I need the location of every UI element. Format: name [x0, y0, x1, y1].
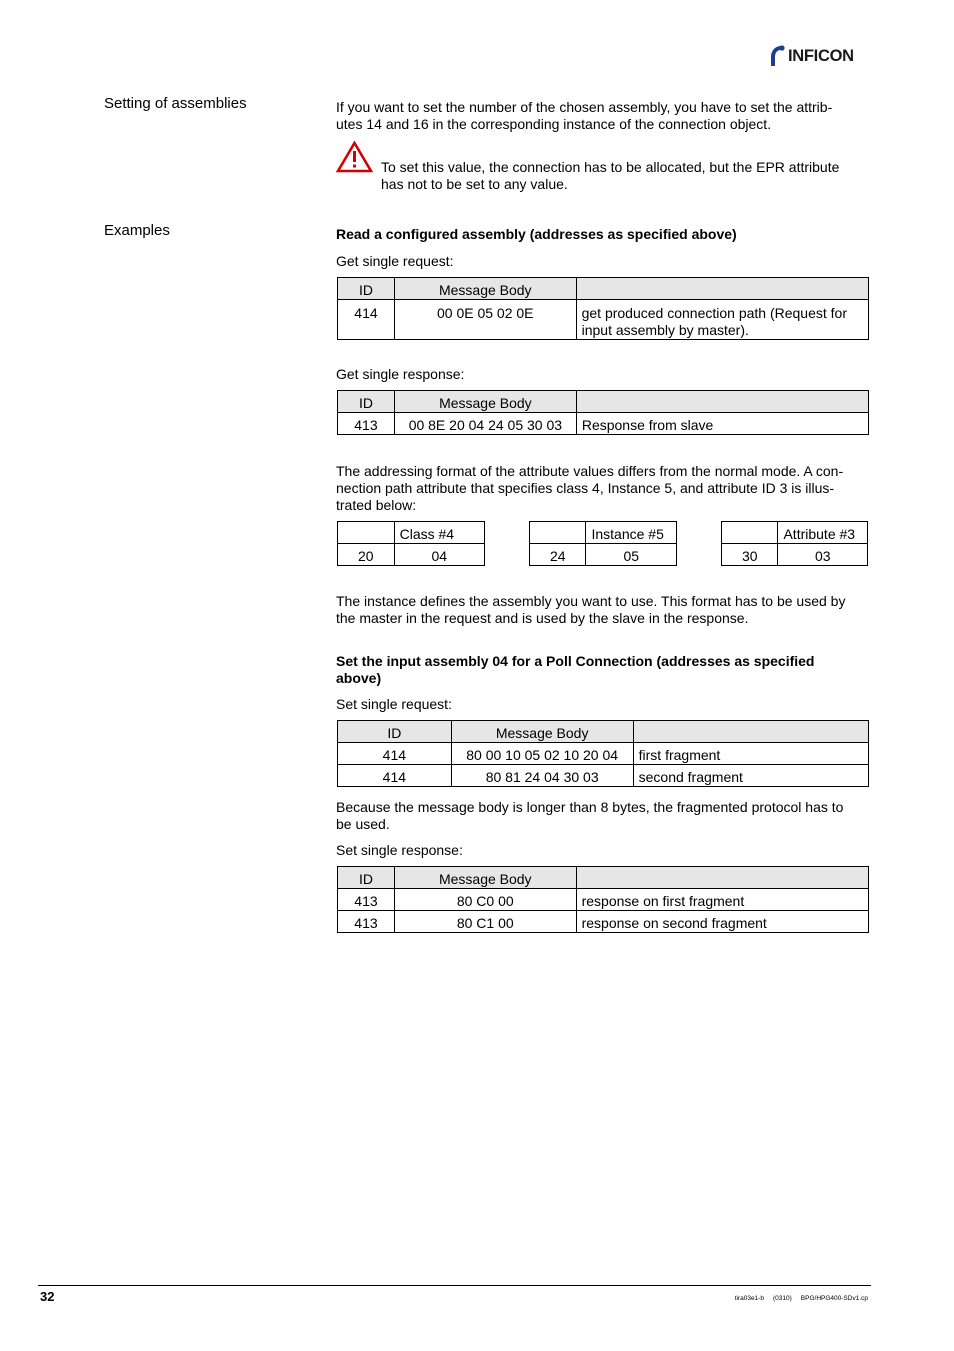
- warning-text: [381, 159, 871, 193]
- cell-body: 80 00 10 05 02 10 20 04: [451, 743, 633, 765]
- cell-body: 00 0E 05 02 0E: [394, 300, 576, 340]
- cell-body: 80 C1 00: [394, 911, 576, 933]
- header-instance: Instance #5: [586, 522, 677, 544]
- set-request-table: [337, 720, 869, 787]
- footer-divider: [38, 1285, 871, 1286]
- format-line-2: nection path attribute that specifies class 4, Instance 5, and attribute ID 3 is illus-: [336, 480, 835, 496]
- set-heading-line-1: Set the input assembly 04 for a Poll Connection (addresses as specified: [336, 653, 815, 669]
- set-heading-line-2: above): [336, 670, 382, 686]
- cell-id: 413: [338, 911, 395, 933]
- warning-line-1: To set this value, the connection has to be allocated, but the EPR attribute: [381, 159, 840, 175]
- header-empty: [722, 522, 778, 544]
- side-label-setting: Setting of assemblies: [104, 95, 247, 112]
- set-response-table: [337, 866, 869, 933]
- header-id: ID: [338, 391, 395, 413]
- table-row: [338, 544, 485, 566]
- header-message-body: Message Body: [394, 391, 576, 413]
- cell-description: [576, 300, 868, 340]
- set-request-label: Set single request:: [336, 696, 452, 712]
- format-paragraph: [336, 463, 866, 514]
- instance-path-table: [529, 521, 677, 566]
- table-header-row: [338, 391, 869, 413]
- get-response-table: [337, 390, 869, 435]
- get-response-label: Get single response:: [336, 366, 465, 382]
- table-header-row: [338, 278, 869, 300]
- table-row: [338, 911, 869, 933]
- cell-description: Response from slave: [576, 413, 868, 435]
- set-response-label: Set single response:: [336, 842, 463, 858]
- cell-value: 05: [586, 544, 677, 566]
- cell-code: 24: [530, 544, 586, 566]
- cell-value: 04: [394, 544, 484, 566]
- format-line-1: The addressing format of the attribute values differs from the normal mode. A con-: [336, 463, 844, 479]
- note-paragraph: [336, 799, 866, 833]
- header-empty: [530, 522, 586, 544]
- instance-line-1: The instance defines the assembly you want to use. This format has to be used by: [336, 593, 846, 609]
- instance-paragraph: [336, 593, 866, 627]
- cell-body: 80 C0 00: [394, 889, 576, 911]
- header-attribute: Attribute #3: [778, 522, 868, 544]
- document-reference: tira03e1-b (0310) BPG/HPG400-SDv1.cp: [734, 1295, 868, 1302]
- cell-description: response on first fragment: [576, 889, 868, 911]
- side-label-examples: Examples: [104, 222, 170, 239]
- table-row: [722, 544, 868, 566]
- cell-body: 80 81 24 04 30 03: [451, 765, 633, 787]
- table-header-row: [338, 867, 869, 889]
- note-line-1: Because the message body is longer than 8 bytes, the fragmented protocol has to: [336, 799, 844, 815]
- table-row: [338, 413, 869, 435]
- header-id: ID: [338, 721, 452, 743]
- cell-code: 30: [722, 544, 778, 566]
- header-description: [633, 721, 868, 743]
- table-header-row: [338, 522, 485, 544]
- inficon-logo-mark: [767, 44, 787, 68]
- get-request-label: Get single request:: [336, 253, 454, 269]
- header-description: [576, 391, 868, 413]
- cell-id: 413: [338, 413, 395, 435]
- read-heading: Read a configured assembly (addresses as specified above): [336, 226, 737, 242]
- header-id: ID: [338, 278, 395, 300]
- intro-paragraph: [336, 99, 866, 133]
- cell-description: first fragment: [633, 743, 868, 765]
- intro-line-1: If you want to set the number of the chosen assembly, you have to set the attrib-: [336, 99, 833, 115]
- cell-description: response on second fragment: [576, 911, 868, 933]
- attribute-path-table: [721, 521, 868, 566]
- header-message-body: Message Body: [451, 721, 633, 743]
- logo-text: INFICON: [788, 46, 854, 65]
- header-message-body: Message Body: [394, 278, 576, 300]
- table-row: [338, 765, 869, 787]
- cell-id: 413: [338, 889, 395, 911]
- header-empty: [338, 522, 395, 544]
- cell-value: 03: [778, 544, 868, 566]
- table-row: [338, 743, 869, 765]
- header-message-body: Message Body: [394, 867, 576, 889]
- cell-id: 414: [338, 765, 452, 787]
- header-description: [576, 867, 868, 889]
- table-row: [338, 889, 869, 911]
- cell-description: second fragment: [633, 765, 868, 787]
- table-row: [338, 300, 869, 340]
- cell-body: 00 8E 20 04 24 05 30 03: [394, 413, 576, 435]
- cell-id: 414: [338, 743, 452, 765]
- cell-description-line-2: input assembly by master).: [581, 322, 749, 338]
- page-number: 32: [40, 1289, 55, 1304]
- get-request-table: [337, 277, 869, 340]
- cell-description-line-1: get produced connection path (Request for: [581, 305, 847, 321]
- warning-line-2: has not to be set to any value.: [381, 176, 568, 192]
- table-header-row: [530, 522, 677, 544]
- format-line-3: trated below:: [336, 497, 417, 513]
- header-description: [576, 278, 868, 300]
- header-id: ID: [338, 867, 395, 889]
- inficon-logo: [767, 44, 871, 68]
- set-heading: [336, 653, 866, 687]
- note-line-2: be used.: [336, 816, 390, 832]
- cell-id: 414: [338, 300, 395, 340]
- warning-icon: [336, 141, 373, 173]
- table-header-row: [338, 721, 869, 743]
- header-class: Class #4: [394, 522, 484, 544]
- class-path-table: [337, 521, 485, 566]
- table-header-row: [722, 522, 868, 544]
- instance-line-2: the master in the request and is used by the slave in the response.: [336, 610, 749, 626]
- intro-line-2: utes 14 and 16 in the corresponding instance of the connection object.: [336, 116, 772, 132]
- cell-code: 20: [338, 544, 395, 566]
- table-row: [530, 544, 677, 566]
